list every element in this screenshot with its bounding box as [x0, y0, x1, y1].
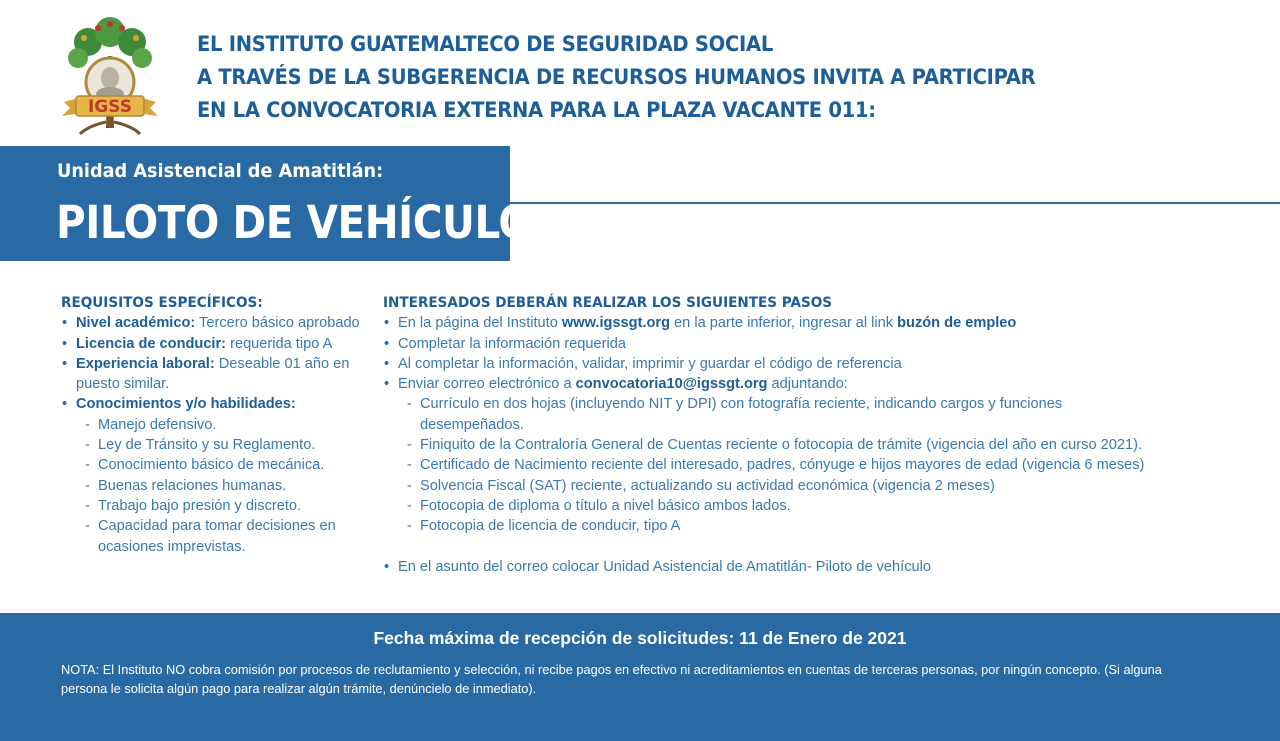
- header-line-1: EL INSTITUTO GUATEMALTECO DE SEGURIDAD SOCIAL: [197, 32, 774, 56]
- disclaimer-note: NOTA: El Instituto NO cobra comisión por procesos de reclutamiento y selección, ni recibe pagos en efectivo ni acreditamientos en cuentas de terceras personas, por ningún concepto. (Si alguna persona le solicita algún pago para realizar algún trámite, denúncielo de inmediato).: [61, 662, 1162, 696]
- unit-name: Unidad Asistencial de Amatitlán:: [57, 160, 384, 182]
- skill-item: - Buenas relaciones humanas.: [61, 476, 361, 496]
- step-subject: • En el asunto del correo colocar Unidad Asistencial de Amatitlán- Piloto de vehículo: [383, 557, 1233, 577]
- igss-logo: [58, 16, 162, 138]
- steps-heading: INTERESADOS DEBERÁN REALIZAR LOS SIGUIENTES PASOS: [383, 294, 833, 311]
- deadline-text: Fecha máxima de recepción de solicitudes: 11 de Enero de 2021: [373, 628, 907, 648]
- academic-label: Nivel académico:: [76, 315, 196, 332]
- step-website-text: En la página del Instituto: [398, 315, 562, 332]
- attachment-item: - Fotocopia de licencia de conducir, tipo A: [383, 516, 1233, 536]
- step-email: [383, 374, 1233, 394]
- skill-item: - Trabajo bajo presión y discreto.: [61, 496, 361, 516]
- license-label: Licencia de conducir:: [76, 335, 227, 352]
- requirements-heading: REQUISITOS ESPECÍFICOS:: [61, 294, 263, 311]
- step-complete: • Completar la información requerida: [383, 334, 1233, 354]
- attachment-item: - Finiquito de la Contraloría General de Cuentas reciente o fotocopia de trámite (vigencia del año en curso 2021).: [383, 435, 1233, 455]
- job-mailbox-link[interactable]: buzón de empleo: [897, 315, 1017, 332]
- skill-item: - Ley de Tránsito y su Reglamento.: [61, 435, 361, 455]
- requirements-section: [61, 293, 361, 557]
- website-link[interactable]: www.igssgt.org: [561, 315, 670, 332]
- skill-item: - Capacidad para tomar decisiones en ocasiones imprevistas.: [61, 516, 361, 557]
- step-email-text-2: adjuntando:: [767, 376, 848, 393]
- attachment-item: - Fotocopia de diploma o título a nivel básico ambos lados.: [383, 496, 1233, 516]
- requirement-license: [61, 334, 361, 354]
- attachment-item: - Currículo en dos hojas (incluyendo NIT y DPI) con fotografía reciente, indicando cargos y funciones desempeñados.: [383, 394, 1233, 435]
- step-validate: • Al completar la información, validar, imprimir y guardar el código de referencia: [383, 354, 1233, 374]
- skill-item: - Conocimiento básico de mecánica.: [61, 455, 361, 475]
- step-website: [383, 313, 1233, 333]
- requirement-skills: [61, 394, 361, 414]
- step-email-text: Enviar correo electrónico a: [398, 376, 576, 393]
- svg-text:IGSS: IGSS: [87, 97, 133, 117]
- skills-label: Conocimientos y/o habilidades:: [76, 396, 296, 413]
- academic-value: Tercero básico aprobado: [199, 315, 360, 332]
- skill-item: - Manejo defensivo.: [61, 415, 361, 435]
- license-value: requerida tipo A: [230, 335, 333, 352]
- title-divider: [510, 202, 1280, 204]
- experience-label: Experiencia laboral:: [76, 355, 215, 372]
- experience-value: Deseable 01 año en puesto similar.: [76, 355, 350, 393]
- email-link[interactable]: convocatoria10@igssgt.org: [575, 376, 768, 393]
- header: [197, 28, 1197, 127]
- footer-band: [0, 613, 1280, 741]
- attachment-item: - Certificado de Nacimiento reciente del interesado, padres, cónyuge e hijos mayores de edad (vigencia 6 meses): [383, 455, 1233, 475]
- header-line-3: EN LA CONVOCATORIA EXTERNA PARA LA PLAZA VACANTE 011:: [197, 98, 876, 122]
- attachment-item: - Solvencia Fiscal (SAT) reciente, actualizando su actividad económica (vigencia 2 meses): [383, 476, 1233, 496]
- requirement-academic: [61, 313, 361, 333]
- steps-section: [383, 293, 1233, 577]
- step-website-text-2: en la parte inferior, ingresar al link: [670, 315, 898, 332]
- requirement-experience: [61, 354, 361, 395]
- header-line-2: A TRAVÉS DE LA SUBGERENCIA DE RECURSOS HUMANOS INVITA A PARTICIPAR: [197, 65, 1036, 89]
- position-title: PILOTO DE VEHÍCULO: [56, 196, 533, 249]
